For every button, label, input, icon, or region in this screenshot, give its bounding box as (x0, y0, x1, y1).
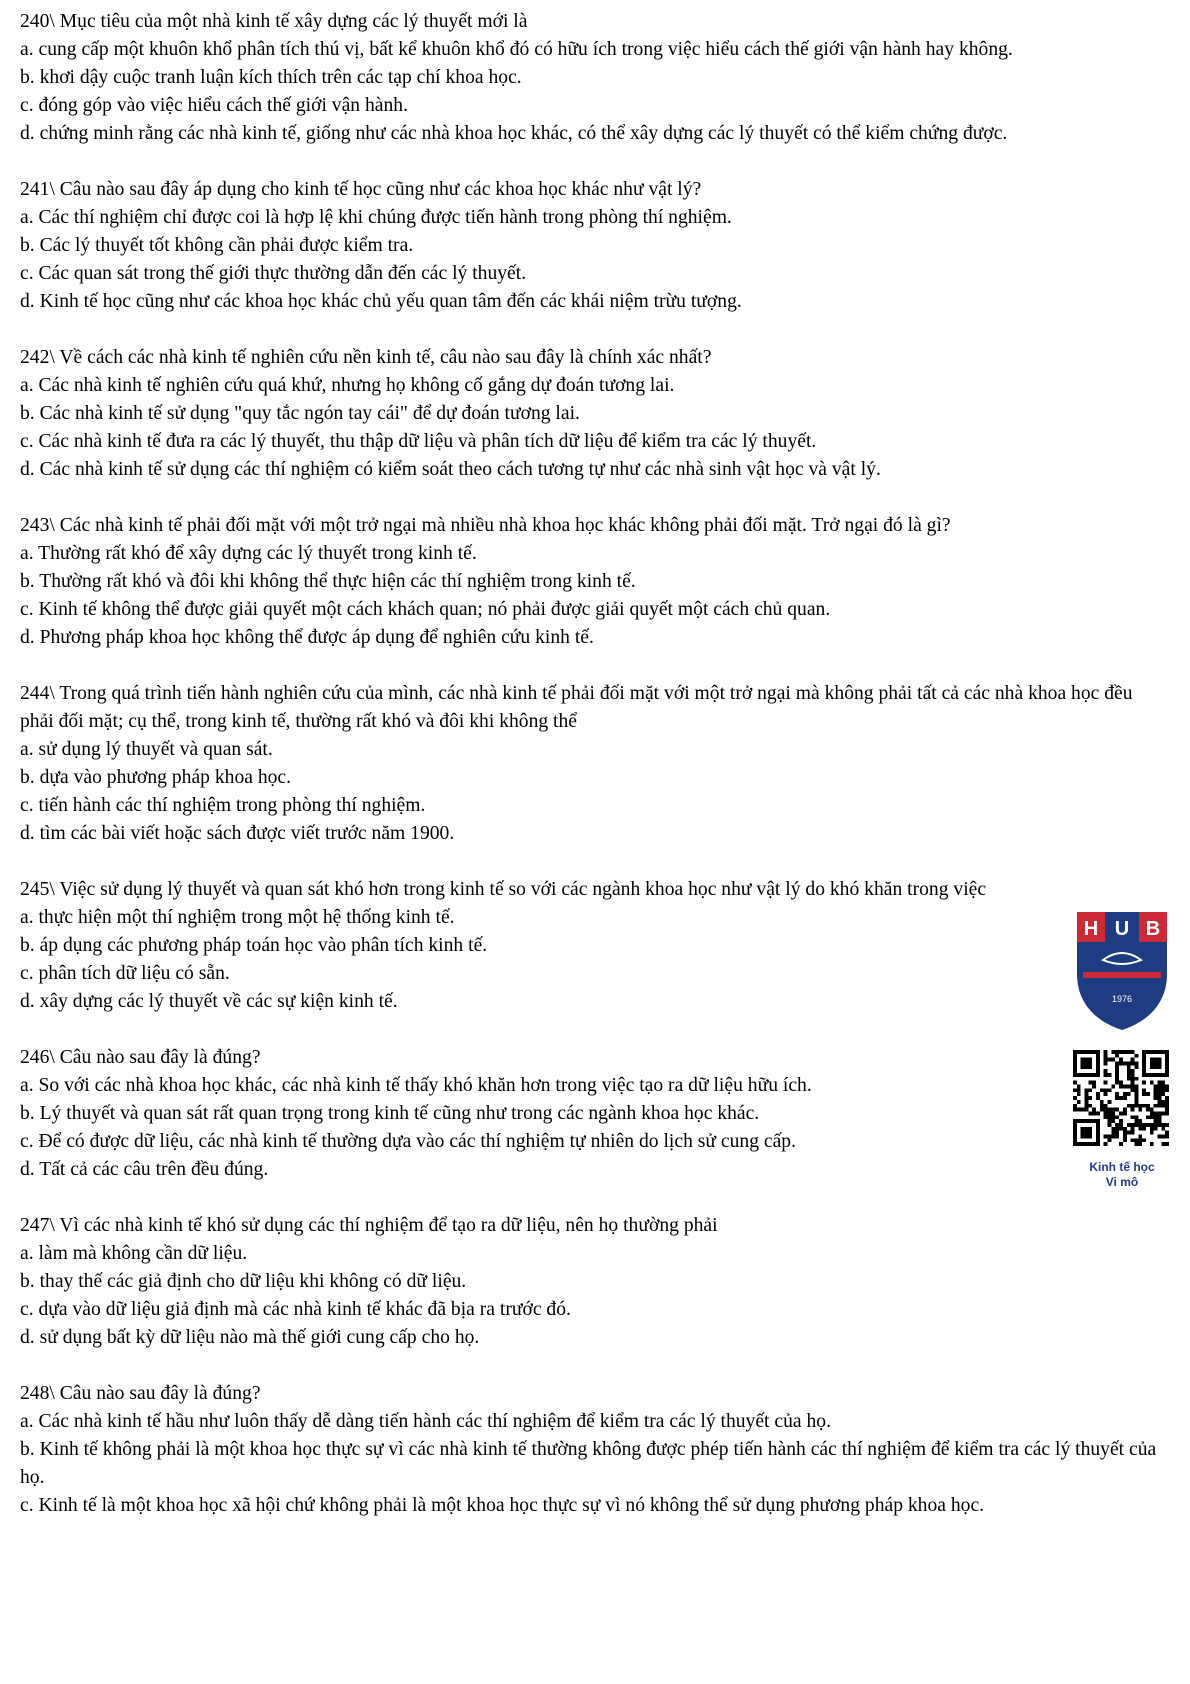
qr-module (1104, 1054, 1108, 1058)
qr-module (1085, 1096, 1089, 1100)
answer-option: c. đóng góp vào việc hiểu cách thế giới vận hành. (20, 95, 408, 116)
qr-module (1123, 1096, 1127, 1100)
question-stem: 248\ Câu nào sau đây là đúng? (20, 1383, 261, 1404)
qr-module (1100, 1088, 1104, 1092)
qr-module (1115, 1062, 1119, 1066)
qr-module (1127, 1104, 1131, 1108)
qr-module (1134, 1100, 1138, 1104)
qr-module (1104, 1088, 1108, 1092)
logo-year: 1976 (1111, 994, 1133, 1004)
qr-module (1085, 1092, 1089, 1096)
qr-module (1127, 1077, 1131, 1081)
qr-module (1131, 1104, 1135, 1108)
logo-band (1083, 972, 1161, 978)
qr-module (1104, 1111, 1108, 1115)
qr-module (1150, 1081, 1154, 1085)
qr-module (1138, 1123, 1142, 1127)
qr-module (1127, 1085, 1131, 1089)
qr-module (1108, 1138, 1112, 1142)
qr-module (1127, 1073, 1131, 1077)
qr-module (1085, 1104, 1089, 1108)
qr-module (1138, 1142, 1142, 1146)
qr-module (1119, 1127, 1123, 1131)
qr-module (1157, 1123, 1161, 1127)
qr-module (1123, 1111, 1127, 1115)
qr-module (1111, 1134, 1115, 1138)
qr-module (1138, 1138, 1142, 1142)
question-block (20, 8, 1170, 148)
qr-module (1150, 1131, 1154, 1135)
qr-module (1165, 1134, 1169, 1138)
qr-module (1165, 1142, 1169, 1146)
qr-module (1104, 1069, 1108, 1073)
answer-option: c. Kinh tế không thể được giải quyết một cách khách quan; nó phải được giải quyết một cách chủ quan. (20, 599, 831, 620)
qr-module (1131, 1085, 1135, 1089)
qr-module (1077, 1092, 1081, 1096)
qr-module (1111, 1119, 1115, 1123)
qr-module (1150, 1123, 1154, 1127)
qr-module (1119, 1096, 1123, 1100)
answer-option: a. thực hiện một thí nghiệm trong một hệ thống kinh tế. (20, 907, 455, 928)
qr-module (1104, 1081, 1108, 1085)
qr-module (1104, 1073, 1108, 1077)
qr-module (1096, 1111, 1100, 1115)
qr-module (1134, 1123, 1138, 1127)
qr-module (1115, 1092, 1119, 1096)
qr-module (1131, 1050, 1135, 1054)
qr-module (1138, 1119, 1142, 1123)
qr-module (1127, 1123, 1131, 1127)
qr-module (1131, 1058, 1135, 1062)
qr-module (1154, 1111, 1158, 1115)
qr-module (1154, 1123, 1158, 1127)
qr-module (1161, 1104, 1165, 1108)
question-stem: 241\ Câu nào sau đây áp dụng cho kinh tế học cũng như các khoa học khác như vật lý? (20, 179, 702, 200)
qr-module (1150, 1108, 1154, 1112)
question-block (20, 1044, 1170, 1184)
qr-module (1154, 1088, 1158, 1092)
document-page (20, 8, 1170, 1548)
question-block (20, 512, 1170, 652)
question-block (20, 876, 1170, 1016)
badge-caption-subject: Kinh tế học (1089, 1160, 1155, 1174)
answer-option: b. Thường rất khó và đôi khi không thể thực hiện các thí nghiệm trong kinh tế. (20, 571, 636, 592)
qr-module (1123, 1050, 1127, 1054)
question-block (20, 344, 1170, 484)
qr-module (1111, 1085, 1115, 1089)
question-stem: 242\ Về cách các nhà kinh tế nghiên cứu nền kinh tế, câu nào sau đây là chính xác nhất? (20, 347, 712, 368)
qr-module (1150, 1058, 1162, 1070)
qr-module (1115, 1054, 1119, 1058)
qr-module (1138, 1108, 1142, 1112)
answer-option: d. Kinh tế học cũng như các khoa học khác chủ yếu quan tâm đến các khái niệm trừu tượng. (20, 291, 742, 312)
qr-module (1161, 1111, 1165, 1115)
qr-module (1123, 1092, 1127, 1096)
qr-module (1154, 1096, 1158, 1100)
qr-module (1073, 1096, 1077, 1100)
qr-module (1134, 1092, 1138, 1096)
qr-module (1131, 1127, 1135, 1131)
qr-module (1088, 1088, 1092, 1092)
qr-module (1123, 1085, 1127, 1089)
qr-module (1108, 1111, 1112, 1115)
qr-module (1104, 1142, 1108, 1146)
qr-module (1134, 1065, 1138, 1069)
qr-module (1134, 1096, 1138, 1100)
qr-module (1127, 1050, 1131, 1054)
qr-module (1119, 1111, 1123, 1115)
qr-module (1085, 1100, 1089, 1104)
answer-option: a. So với các nhà khoa học khác, các nhà kinh tế thấy khó khăn hơn trong việc tạo ra dữ liệu hữu ích. (20, 1075, 812, 1096)
qr-module (1157, 1088, 1161, 1092)
qr-module (1115, 1127, 1119, 1131)
qr-module (1131, 1115, 1135, 1119)
qr-module (1119, 1119, 1123, 1123)
qr-module (1108, 1058, 1112, 1062)
answer-option: d. Tất cả các câu trên đều đúng. (20, 1159, 269, 1180)
answer-option: a. làm mà không cần dữ liệu. (20, 1243, 248, 1264)
qr-module (1146, 1115, 1150, 1119)
qr-module (1138, 1134, 1142, 1138)
qr-module (1131, 1108, 1135, 1112)
qr-module (1154, 1119, 1158, 1123)
qr-module (1157, 1096, 1161, 1100)
qr-module (1115, 1115, 1119, 1119)
answer-option: d. Các nhà kinh tế sử dụng các thí nghiệm có kiểm soát theo cách tương tự như các nhà sinh vật học và vật lý. (20, 459, 881, 480)
question-stem: 243\ Các nhà kinh tế phải đối mặt với một trở ngại mà nhiều nhà khoa học khác không phải đối mặt. Trở ngại đó là gì? (20, 515, 951, 536)
qr-module (1154, 1115, 1158, 1119)
qr-module (1134, 1088, 1138, 1092)
qr-module (1077, 1108, 1081, 1112)
qr-module (1077, 1088, 1081, 1092)
qr-module (1131, 1081, 1135, 1085)
qr-module (1134, 1077, 1138, 1081)
qr-module (1081, 1127, 1093, 1139)
qr-module (1111, 1127, 1115, 1131)
qr-module (1104, 1108, 1108, 1112)
question-stem: 247\ Vì các nhà kinh tế khó sử dụng các thí nghiệm để tạo ra dữ liệu, nên họ thường phải (20, 1215, 718, 1236)
qr-module (1150, 1127, 1154, 1131)
qr-module (1111, 1115, 1115, 1119)
qr-module (1131, 1077, 1135, 1081)
logo-letter-h: H (1083, 918, 1099, 940)
qr-module (1123, 1062, 1127, 1066)
qr-module (1092, 1108, 1096, 1112)
qr-module (1119, 1081, 1123, 1085)
question-stem: 240\ Mục tiêu của một nhà kinh tế xây dựng các lý thuyết mới là (20, 11, 528, 32)
qr-module (1119, 1123, 1123, 1127)
qr-module (1104, 1092, 1108, 1096)
qr-module (1157, 1134, 1161, 1138)
qr-module (1146, 1123, 1150, 1127)
qr-module (1092, 1085, 1096, 1089)
qr-module (1127, 1131, 1131, 1135)
answer-option: b. dựa vào phương pháp khoa học. (20, 767, 292, 788)
qr-module (1134, 1054, 1138, 1058)
qr-module (1092, 1081, 1096, 1085)
qr-module (1119, 1058, 1123, 1062)
badge-caption-course: Vi mô (1105, 1175, 1139, 1189)
qr-module (1108, 1119, 1112, 1123)
qr-module (1161, 1134, 1165, 1138)
qr-module (1108, 1073, 1112, 1077)
qr-module (1165, 1104, 1169, 1108)
qr-module (1115, 1131, 1119, 1135)
qr-module (1165, 1100, 1169, 1104)
qr-module (1123, 1108, 1127, 1112)
qr-module (1115, 1134, 1119, 1138)
qr-module (1115, 1096, 1119, 1100)
qr-module (1161, 1100, 1165, 1104)
qr-module (1085, 1108, 1089, 1112)
qr-module (1142, 1088, 1146, 1092)
qr-module (1154, 1104, 1158, 1108)
answer-option: d. tìm các bài viết hoặc sách được viết trước năm 1900. (20, 823, 455, 844)
qr-module (1138, 1104, 1142, 1108)
question-block (20, 176, 1170, 316)
qr-module (1108, 1100, 1112, 1104)
qr-module (1073, 1088, 1077, 1092)
qr-module (1115, 1065, 1119, 1069)
answer-option: c. Để có được dữ liệu, các nhà kinh tế thường dựa vào các thí nghiệm tự nhiên do lịch sử cung cấp. (20, 1131, 796, 1152)
qr-module (1088, 1111, 1092, 1115)
qr-module (1131, 1069, 1135, 1073)
qr-module (1111, 1058, 1115, 1062)
qr-module (1104, 1104, 1108, 1108)
qr-module (1108, 1134, 1112, 1138)
answer-option: c. phân tích dữ liệu có sẵn. (20, 963, 230, 984)
qr-module (1131, 1062, 1135, 1066)
side-badge (1058, 908, 1186, 1188)
logo-letter-b: B (1145, 918, 1161, 940)
answer-option: a. Các thí nghiệm chỉ được coi là hợp lệ khi chúng được tiến hành trong phòng thí nghiệm. (20, 207, 732, 228)
qr-module (1111, 1108, 1115, 1112)
qr-module (1123, 1138, 1127, 1142)
qr-module (1134, 1085, 1138, 1089)
answer-option: d. xây dựng các lý thuyết về các sự kiện kinh tế. (20, 991, 398, 1012)
answer-option: c. Các quan sát trong thế giới thực thường dẫn đến các lý thuyết. (20, 263, 527, 284)
qr-module (1100, 1108, 1104, 1112)
qr-module (1131, 1073, 1135, 1077)
qr-module (1073, 1104, 1077, 1108)
qr-module (1131, 1088, 1135, 1092)
answer-option: b. áp dụng các phương pháp toán học vào phân tích kinh tế. (20, 935, 488, 956)
qr-module (1154, 1092, 1158, 1096)
answer-option: a. Các nhà kinh tế hầu như luôn thấy dễ dàng tiến hành các thí nghiệm để kiểm tra các lý thuyết của họ. (20, 1411, 831, 1432)
answer-option: c. tiến hành các thí nghiệm trong phòng thí nghiệm. (20, 795, 426, 816)
qr-module (1157, 1111, 1161, 1115)
qr-module (1157, 1081, 1161, 1085)
qr-module (1142, 1123, 1146, 1127)
qr-module (1088, 1096, 1092, 1100)
qr-module (1115, 1073, 1119, 1077)
qr-module (1111, 1050, 1115, 1054)
qr-module (1150, 1111, 1154, 1115)
qr-module (1134, 1062, 1138, 1066)
qr-module (1127, 1062, 1131, 1066)
qr-module (1111, 1131, 1115, 1135)
qr-module (1165, 1123, 1169, 1127)
qr-module (1115, 1050, 1119, 1054)
qr-module (1154, 1085, 1158, 1089)
qr-module (1157, 1100, 1161, 1104)
qr-module (1131, 1138, 1135, 1142)
logo-letter-u: U (1114, 918, 1130, 940)
answer-option: b. khơi dậy cuộc tranh luận kích thích trên các tạp chí khoa học. (20, 67, 522, 88)
qr-module (1104, 1058, 1108, 1062)
qr-module (1119, 1142, 1123, 1146)
qr-module (1104, 1134, 1108, 1138)
qr-module (1134, 1138, 1138, 1142)
qr-module (1165, 1108, 1169, 1112)
qr-module (1142, 1081, 1146, 1085)
qr-module (1119, 1062, 1123, 1066)
qr-module (1127, 1069, 1131, 1073)
qr-module (1134, 1115, 1138, 1119)
answer-option: b. thay thế các giả định cho dữ liệu khi không có dữ liệu. (20, 1271, 467, 1292)
qr-module (1154, 1127, 1158, 1131)
hub-logo (1073, 908, 1171, 1034)
qr-module (1085, 1088, 1089, 1092)
qr-module (1142, 1138, 1146, 1142)
answer-option: c. dựa vào dữ liệu giả định mà các nhà kinh tế khác đã bịa ra trước đó. (20, 1299, 571, 1320)
question-block (20, 1380, 1170, 1520)
answer-option: a. cung cấp một khuôn khổ phân tích thú vị, bất kể khuôn khổ đó có hữu ích trong việc hiểu cách thế giới vận hành hay không. (20, 39, 1013, 60)
question-block (20, 1212, 1170, 1352)
question-stem: 245\ Việc sử dụng lý thuyết và quan sát khó hơn trong kinh tế so với các ngành khoa học như vật lý do khó khăn trong việc (20, 879, 987, 900)
answer-option: a. Các nhà kinh tế nghiên cứu quá khứ, nhưng họ không cố gắng dự đoán tương lai. (20, 375, 675, 396)
qr-module (1146, 1092, 1150, 1096)
qr-module (1104, 1050, 1108, 1054)
answer-option: d. Phương pháp khoa học không thể được áp dụng để nghiên cứu kinh tế. (20, 627, 594, 648)
qr-module (1081, 1058, 1093, 1070)
question-stem: 246\ Câu nào sau đây là đúng? (20, 1047, 261, 1068)
answer-option: b. Các lý thuyết tốt không cần phải được kiểm tra. (20, 235, 414, 256)
qr-module (1161, 1127, 1165, 1131)
qr-module (1150, 1115, 1154, 1119)
qr-module (1104, 1062, 1108, 1066)
qr-module (1134, 1119, 1138, 1123)
question-block (20, 680, 1170, 848)
qr-module (1115, 1081, 1119, 1085)
qr-module (1081, 1108, 1085, 1112)
answer-option: a. Thường rất khó để xây dựng các lý thuyết trong kinh tế. (20, 543, 477, 564)
qr-module (1157, 1115, 1161, 1119)
qr-module (1111, 1111, 1115, 1115)
qr-module (1115, 1123, 1119, 1127)
qr-module (1108, 1108, 1112, 1112)
qr-module (1161, 1081, 1165, 1085)
qr-module (1131, 1123, 1135, 1127)
qr-module (1150, 1142, 1154, 1146)
qr-code[interactable] (1073, 1050, 1169, 1146)
qr-module (1127, 1092, 1131, 1096)
qr-module (1108, 1088, 1112, 1092)
qr-module (1138, 1127, 1142, 1131)
qr-module (1092, 1111, 1096, 1115)
answer-option: b. Lý thuyết và quan sát rất quan trọng trong kinh tế cũng như trong các ngành khoa học khác. (20, 1103, 760, 1124)
qr-module (1115, 1108, 1119, 1112)
qr-module (1142, 1104, 1146, 1108)
answer-option: b. Các nhà kinh tế sử dụng "quy tắc ngón tay cái" để dự đoán tương lai. (20, 403, 580, 424)
qr-module (1115, 1077, 1119, 1081)
answer-option: a. sử dụng lý thuyết và quan sát. (20, 739, 273, 760)
qr-module (1142, 1092, 1146, 1096)
qr-module (1100, 1104, 1104, 1108)
qr-module (1165, 1131, 1169, 1135)
qr-module (1157, 1104, 1161, 1108)
qr-module (1161, 1085, 1165, 1089)
qr-module (1161, 1092, 1165, 1096)
qr-module (1161, 1088, 1165, 1092)
qr-module (1123, 1134, 1127, 1138)
qr-module (1134, 1104, 1138, 1108)
answer-option: d. sử dụng bất kỳ dữ liệu nào mà thế giới cung cấp cho họ. (20, 1327, 480, 1348)
qr-module (1123, 1131, 1127, 1135)
qr-module (1146, 1108, 1150, 1112)
qr-module (1073, 1081, 1077, 1085)
qr-module (1127, 1065, 1131, 1069)
qr-module (1157, 1092, 1161, 1096)
answer-option: c. Các nhà kinh tế đưa ra các lý thuyết, thu thập dữ liệu và phân tích dữ liệu để kiểm tra các lý thuyết. (20, 431, 817, 452)
qr-module (1131, 1131, 1135, 1135)
qr-module (1108, 1123, 1112, 1127)
qr-module (1165, 1111, 1169, 1115)
qr-module (1115, 1069, 1119, 1073)
qr-module (1161, 1123, 1165, 1127)
qr-module (1134, 1142, 1138, 1146)
qr-module (1119, 1085, 1123, 1089)
qr-module (1165, 1096, 1169, 1100)
qr-module (1096, 1092, 1100, 1096)
answer-option: c. Kinh tế là một khoa học xã hội chứ không phải là một khoa học thực sự vì nó không thể sử dụng phương pháp khoa học. (20, 1495, 985, 1516)
qr-module (1088, 1081, 1092, 1085)
qr-module (1142, 1127, 1146, 1131)
qr-module (1165, 1088, 1169, 1092)
qr-module (1157, 1119, 1161, 1123)
qr-module (1104, 1115, 1108, 1119)
qr-module (1165, 1085, 1169, 1089)
qr-module (1119, 1050, 1123, 1054)
answer-option: d. chứng minh rằng các nhà kinh tế, giống như các nhà khoa học khác, có thể xây dựng các lý thuyết có thể kiểm chứng được. (20, 123, 1008, 144)
qr-module (1108, 1115, 1112, 1119)
qr-module (1146, 1104, 1150, 1108)
qr-module (1077, 1100, 1081, 1104)
qr-module (1161, 1142, 1165, 1146)
answer-option: b. Kinh tế không phải là một khoa học thực sự vì các nhà kinh tế thường không được phép tiến hành các thí nghiệm để kiểm tra các lý thuyết của họ. (20, 1439, 1157, 1488)
qr-module (1077, 1085, 1081, 1089)
qr-module (1073, 1108, 1077, 1112)
qr-module (1157, 1085, 1161, 1089)
qr-module (1123, 1127, 1127, 1131)
qr-module (1096, 1096, 1100, 1100)
qr-module (1100, 1100, 1104, 1104)
question-stem: 244\ Trong quá trình tiến hành nghiên cứu của mình, các nhà kinh tế phải đối mặt với một trở ngại mà không phải tất cả các nhà khoa học đều phải đối mặt; cụ thể, trong kinh tế, thường rất khó và đôi khi không thể (20, 683, 1133, 732)
qr-module (1088, 1104, 1092, 1108)
